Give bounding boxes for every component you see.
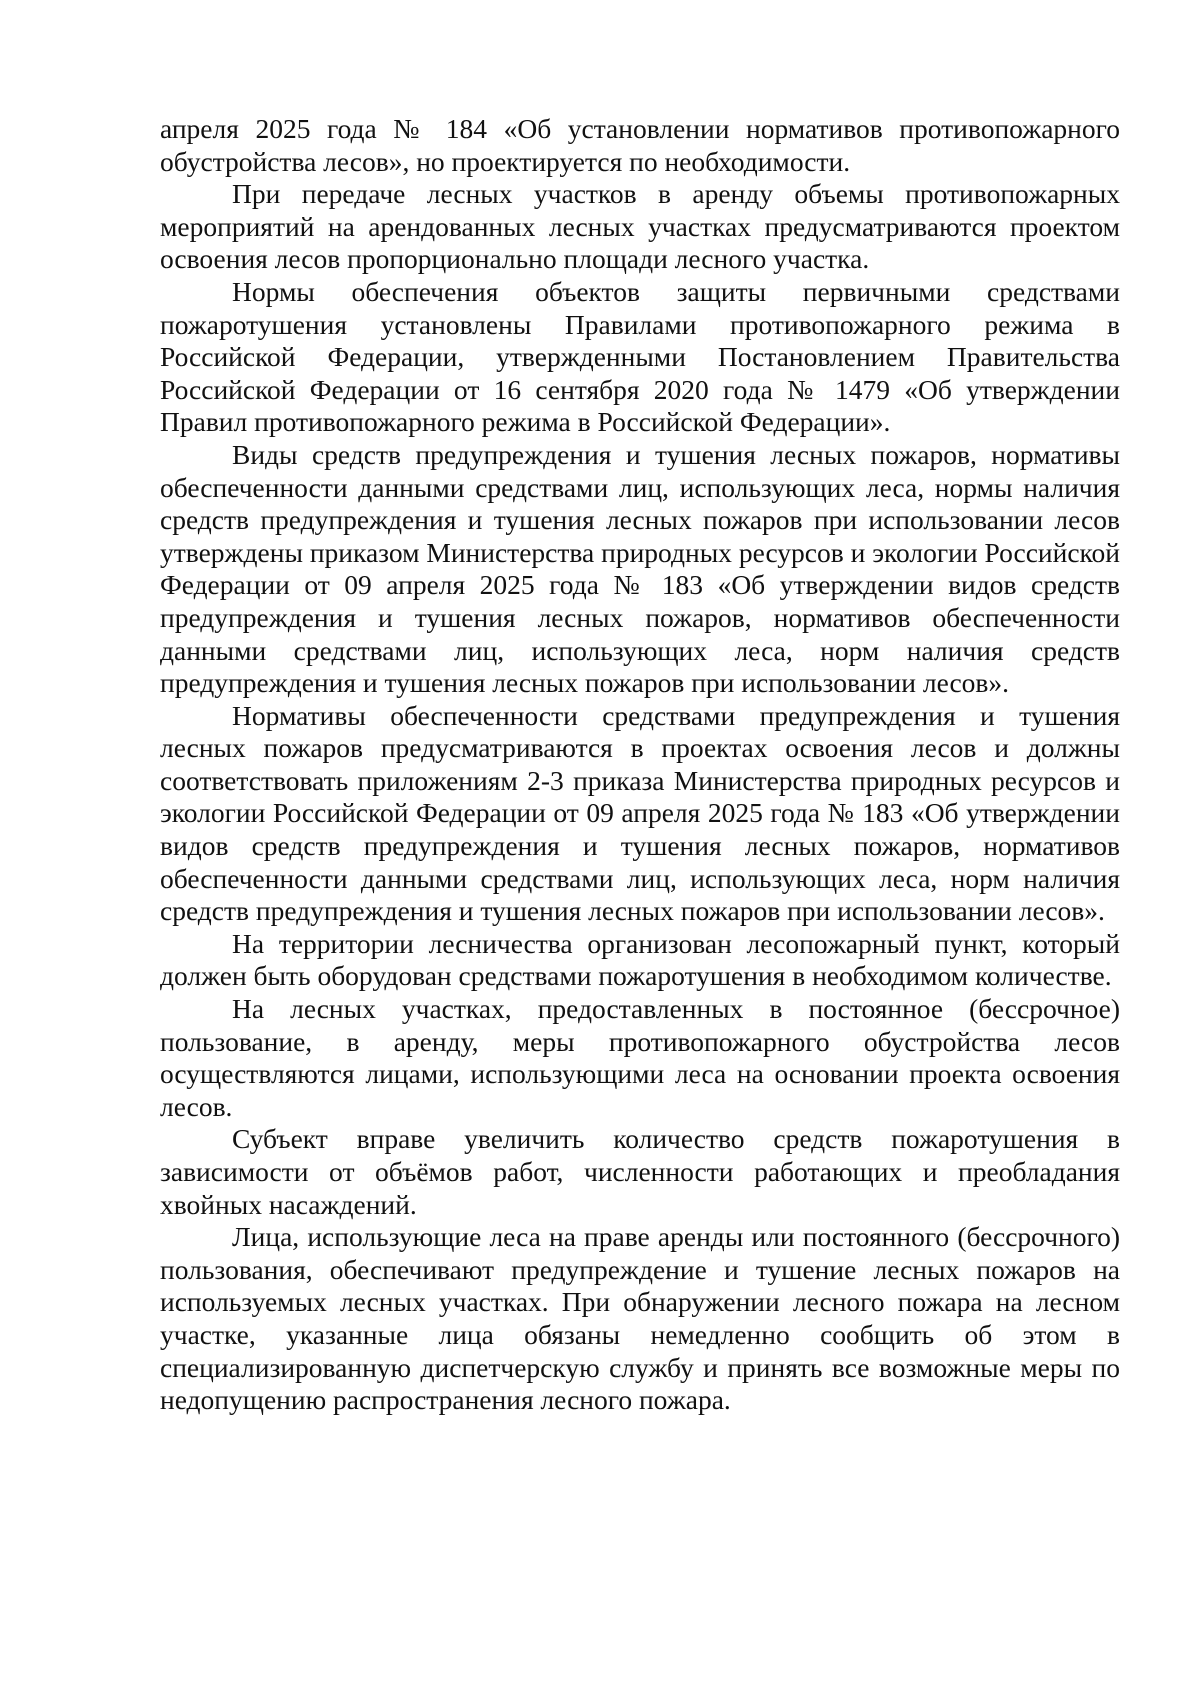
paragraph-lease-fire-measures: При передаче лесных участков в аренду объемы противопожарных мероприятий на арендованных лесных участках предусматриваются проектом освоения лесов пропорционально площади лесного участка.	[160, 178, 1120, 275]
paragraph-means-types-order-183: Виды средств предупреждения и тушения лесных пожаров, нормативы обеспеченности данными средствами лиц, использующих леса, нормы наличия средств предупреждения и тушения лесных пожаров при использовании лесов утверждены приказом Министерства природных ресурсов и экологии Российской Федерации от 09 апреля 2025 года № 183 «Об утверждении видов средств предупреждения и тушения лесных пожаров, нормативов обеспеченности данными средствами лиц, использующих леса, норм наличия средств предупреждения и тушения лесных пожаров при использовании лесов».	[160, 438, 1120, 699]
paragraph-user-obligations: Лица, использующие леса на праве аренды или постоянного (бессрочного) пользования, обеспечивают предупреждение и тушение лесных пожаров на используемых лесных участках. При обнаружении лесного пожара на лесном участке, указанные лица обязаны немедленно сообщить об этом в специализированную диспетчерскую службу и принять все возможные меры по недопущению распространения лесного пожара.	[160, 1221, 1120, 1416]
paragraph-subject-rights: Субъект вправе увеличить количество средств пожаротушения в зависимости от объёмов работ, численности работающих и преобладания хвойных насаждений.	[160, 1123, 1120, 1220]
paragraph-continued-order-184: апреля 2025 года № 184 «Об установлении нормативов противопожарного обустройства лесов», но проектируется по необходимости.	[160, 113, 1120, 177]
paragraph-lessee-measures: На лесных участках, предоставленных в постоянное (бессрочное) пользование, в аренду, меры противопожарного обустройства лесов осуществляются лицами, использующими леса на основании проекта освоения лесов.	[160, 993, 1120, 1122]
paragraph-primary-extinguishing-norms: Нормы обеспечения объектов защиты первичными средствами пожаротушения установлены Правилами противопожарного режима в Российской Федерации, утвержденными Постановлением Правительства Российской Федерации от 16 сентября 2020 года № 1479 «Об утверждении Правил противопожарного режима в Российской Федерации».	[160, 275, 1120, 438]
paragraph-fire-station: На территории лесничества организован лесопожарный пункт, который должен быть оборудован средствами пожаротушения в необходимом количестве.	[160, 927, 1120, 992]
paragraph-provision-norms: Нормативы обеспеченности средствами предупреждения и тушения лесных пожаров предусматриваются в проектах освоения лесов и должны соответствовать приложениям 2-3 приказа Министерства природных ресурсов и экологии Российской Федерации от 09 апреля 2025 года № 183 «Об утверждении видов средств предупреждения и тушения лесных пожаров, нормативов обеспеченности данными средствами лиц, использующих леса, норм наличия средств предупреждения и тушения лесных пожаров при использовании лесов».	[160, 699, 1120, 927]
document-page	[160, 113, 1120, 1417]
